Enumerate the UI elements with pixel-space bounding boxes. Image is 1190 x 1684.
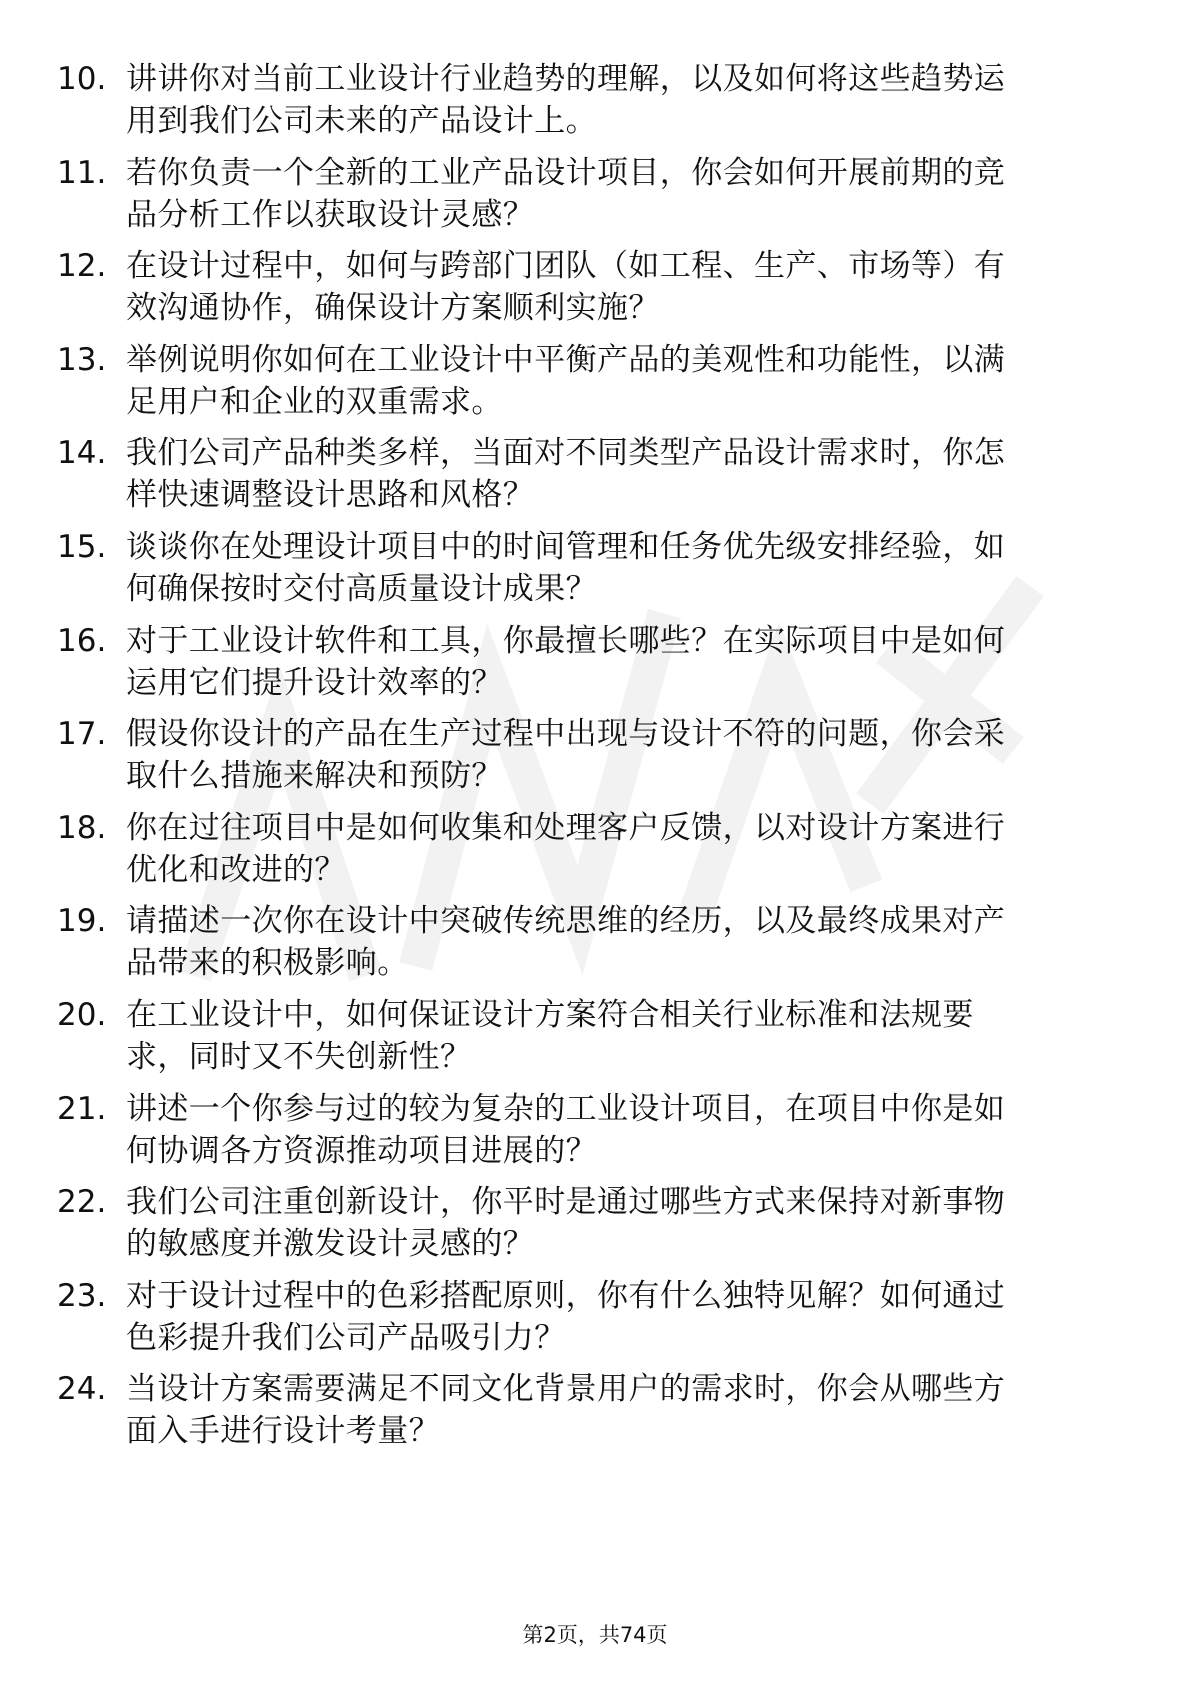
question-number: 10.: [57, 61, 107, 97]
question-item: [0, 432, 1190, 516]
question-number: 17.: [57, 716, 107, 752]
question-text-line: 何确保按时交付高质量设计成果？: [126, 571, 597, 607]
question-item: [0, 713, 1190, 797]
question-text-line: 谈谈你在处理设计项目中的时间管理和任务优先级安排经验，如: [126, 529, 1006, 565]
question-item: [0, 1368, 1190, 1452]
question-text-line: 请描述一次你在设计中突破传统思维的经历，以及最终成果对产: [126, 903, 1006, 939]
question-number: 15.: [57, 529, 107, 565]
question-item: [0, 1181, 1190, 1265]
question-text-line: 对于工业设计软件和工具，你最擅长哪些？在实际项目中是如何: [126, 623, 1006, 659]
question-text-line: 品分析工作以获取设计灵感？: [126, 197, 535, 233]
question-text-line: 面入手进行设计考量？: [126, 1413, 440, 1449]
question-text-line: 我们公司产品种类多样，当面对不同类型产品设计需求时，你怎: [126, 435, 1006, 471]
question-number: 11.: [57, 155, 107, 191]
question-number: 13.: [57, 342, 107, 378]
question-text-line: 讲述一个你参与过的较为复杂的工业设计项目，在项目中你是如: [126, 1091, 1006, 1127]
question-text-line: 求，同时又不失创新性？: [126, 1039, 472, 1075]
question-text-line: 足用户和企业的双重需求。: [126, 384, 503, 420]
question-number: 14.: [57, 435, 107, 471]
question-text-line: 样快速调整设计思路和风格？: [126, 477, 535, 513]
question-text-line: 假设你设计的产品在生产过程中出现与设计不符的问题，你会采: [126, 716, 1006, 752]
question-text-line: 在设计过程中，如何与跨部门团队（如工程、生产、市场等）有: [126, 248, 1006, 284]
page-number-footer: 第2页，共74页: [522, 1623, 668, 1647]
question-text-line: 当设计方案需要满足不同文化背景用户的需求时，你会从哪些方: [126, 1371, 1006, 1407]
question-number: 23.: [57, 1278, 107, 1314]
question-text-line: 我们公司注重创新设计，你平时是通过哪些方式来保持对新事物: [126, 1184, 1006, 1220]
question-number: 24.: [57, 1371, 107, 1407]
question-number: 18.: [57, 810, 107, 846]
question-item: [0, 152, 1190, 236]
question-text-line: 效沟通协作，确保设计方案顺利实施？: [126, 290, 660, 326]
question-text-line: 优化和改进的？: [126, 852, 346, 888]
question-text-line: 举例说明你如何在工业设计中平衡产品的美观性和功能性，以满: [126, 342, 1006, 378]
question-number: 20.: [57, 997, 107, 1033]
question-text-line: 品带来的积极影响。: [126, 945, 409, 981]
question-item: [0, 994, 1190, 1078]
question-text-line: 运用它们提升设计效率的？: [126, 665, 503, 701]
question-text-line: 用到我们公司未来的产品设计上。: [126, 103, 597, 139]
question-text-line: 色彩提升我们公司产品吸引力？: [126, 1320, 566, 1356]
question-text-line: 在工业设计中，如何保证设计方案符合相关行业标准和法规要: [126, 997, 974, 1033]
question-item: [0, 900, 1190, 984]
question-item: [0, 526, 1190, 610]
question-text-line: 对于设计过程中的色彩搭配原则，你有什么独特见解？如何通过: [126, 1278, 1006, 1314]
question-number: 16.: [57, 623, 107, 659]
question-item: [0, 339, 1190, 423]
question-item: [0, 58, 1190, 142]
question-text-line: 的敏感度并激发设计灵感的？: [126, 1226, 535, 1262]
question-item: [0, 245, 1190, 329]
question-number: 21.: [57, 1091, 107, 1127]
question-number: 22.: [57, 1184, 107, 1220]
question-number: 19.: [57, 903, 107, 939]
question-text-line: 讲讲你对当前工业设计行业趋势的理解，以及如何将这些趋势运: [126, 61, 1006, 97]
question-text-line: 取什么措施来解决和预防？: [126, 758, 503, 794]
question-number: 12.: [57, 248, 107, 284]
question-item: [0, 1088, 1190, 1172]
question-item: [0, 620, 1190, 704]
question-text-line: 你在过往项目中是如何收集和处理客户反馈，以对设计方案进行: [126, 810, 1006, 846]
question-text-line: 若你负责一个全新的工业产品设计项目，你会如何开展前期的竞: [126, 155, 1006, 191]
question-item: [0, 807, 1190, 891]
question-text-line: 何协调各方资源推动项目进展的？: [126, 1133, 597, 1169]
question-item: [0, 1275, 1190, 1359]
